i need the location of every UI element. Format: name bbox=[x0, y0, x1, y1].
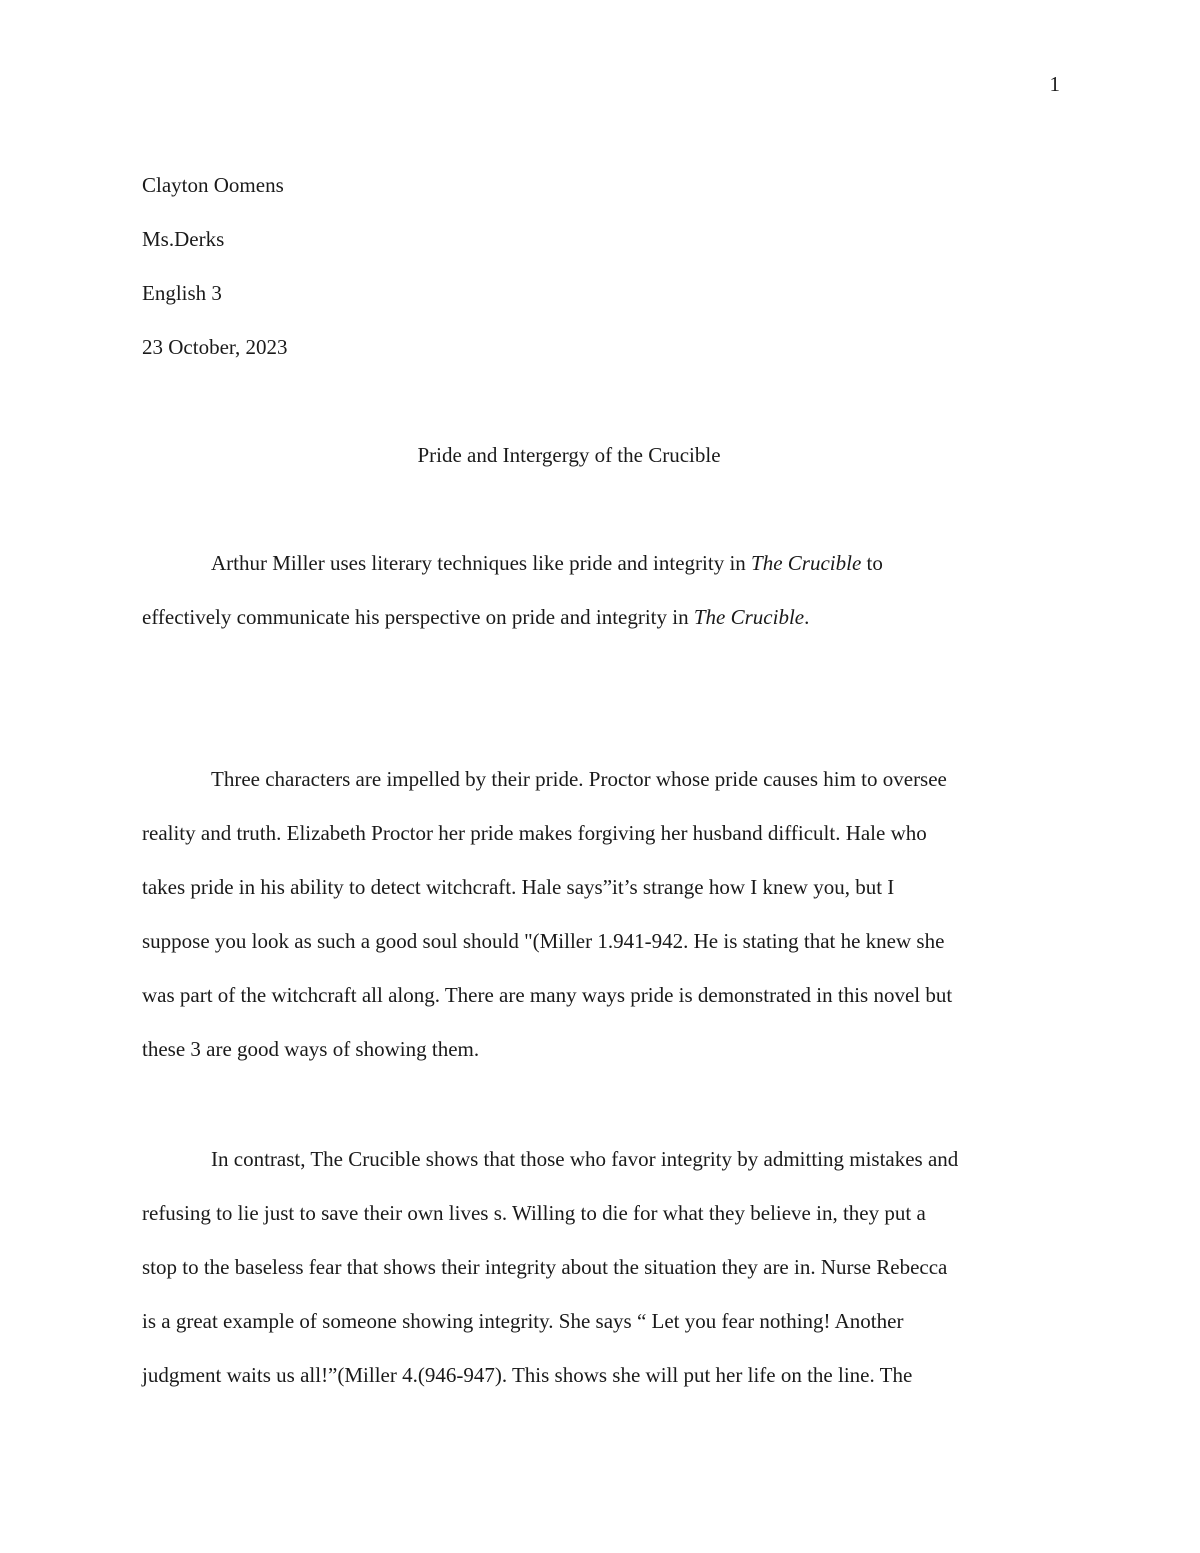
text-run: to bbox=[861, 551, 883, 575]
text-run: effectively communicate his perspective on pride and integrity in bbox=[142, 605, 694, 629]
course-name: English 3 bbox=[142, 281, 222, 305]
paragraph-line: was part of the witchcraft all along. There are many ways pride is demonstrated in this novel but bbox=[142, 983, 953, 1007]
paragraph-line: Three characters are impelled by their pride. Proctor whose pride causes him to oversee bbox=[211, 767, 947, 791]
book-title-italic: The Crucible bbox=[751, 551, 862, 575]
document-title: Pride and Intergergy of the Crucible bbox=[417, 443, 721, 467]
paragraph-line: suppose you look as such a good soul should "(Miller 1.941-942. He is stating that he knew she bbox=[142, 929, 945, 953]
paragraph-line: is a great example of someone showing integrity. She says “ Let you fear nothing! Another bbox=[142, 1309, 904, 1333]
paragraph-line bbox=[142, 548, 1054, 602]
paragraph-line: judgment waits us all!”(Miller 4.(946-947). This shows she will put her life on the line. The bbox=[142, 1363, 913, 1387]
page-number: 1 bbox=[1049, 72, 1060, 96]
paragraph-line bbox=[142, 602, 1054, 656]
paragraph-line: refusing to lie just to save their own lives s. Willing to die for what they believe in, they put a bbox=[142, 1201, 926, 1225]
paragraph-line: takes pride in his ability to detect witchcraft. Hale says”it’s strange how I knew you, but I bbox=[142, 875, 895, 899]
paragraph-integrity bbox=[142, 1144, 1054, 1414]
paragraph-line: these 3 are good ways of showing them. bbox=[142, 1037, 480, 1061]
paragraph-line: stop to the baseless fear that shows their integrity about the situation they are in. Nurse Rebecca bbox=[142, 1255, 948, 1279]
book-title-italic: The Crucible bbox=[693, 605, 805, 629]
teacher-name: Ms.Derks bbox=[142, 227, 225, 251]
text-run: . bbox=[804, 605, 810, 629]
author-name: Clayton Oomens bbox=[142, 173, 284, 197]
paragraph-line: In contrast, The Crucible shows that those who favor integrity by admitting mistakes and bbox=[211, 1147, 959, 1171]
paragraph-line: reality and truth. Elizabeth Proctor her pride makes forgiving her husband difficult. Hale who bbox=[142, 821, 927, 845]
document-date: 23 October, 2023 bbox=[142, 335, 288, 359]
text-run: Arthur Miller uses literary techniques like pride and integrity in bbox=[211, 551, 752, 575]
paragraph-pride bbox=[142, 764, 1054, 1088]
mla-header bbox=[142, 170, 288, 386]
paragraph-intro bbox=[142, 548, 1054, 656]
